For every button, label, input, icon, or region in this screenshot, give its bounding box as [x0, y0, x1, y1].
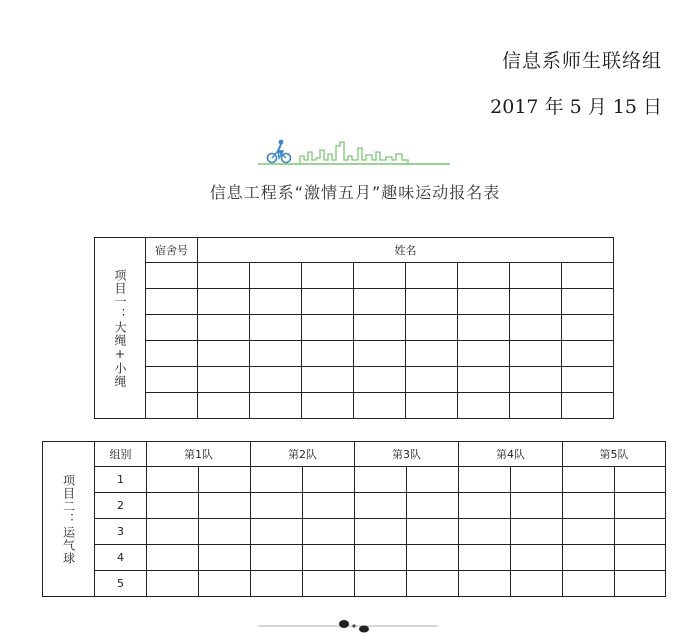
team-header: 第4队 — [459, 442, 563, 467]
table-row — [95, 341, 614, 367]
group-number: 1 — [95, 467, 147, 493]
project1-label-cell — [95, 238, 146, 419]
group-number: 3 — [95, 519, 147, 545]
table-row — [95, 289, 614, 315]
table-rope — [94, 237, 614, 419]
ink-splash-icon — [258, 616, 438, 636]
group-number: 5 — [95, 571, 147, 597]
table-row — [43, 571, 666, 597]
team-header: 第3队 — [355, 442, 459, 467]
team-header: 第2队 — [251, 442, 355, 467]
team-header: 第1队 — [147, 442, 251, 467]
table-row — [95, 367, 614, 393]
table-row — [43, 545, 666, 571]
form-title: 信息工程系“激情五月”趣味运动报名表 — [209, 183, 501, 202]
table-row — [43, 519, 666, 545]
organizer: 信息系师生联络组 — [501, 50, 662, 72]
table-row — [95, 263, 614, 289]
group-number: 4 — [95, 545, 147, 571]
document-date: 2017 年 5 月 15 日 — [490, 96, 662, 118]
table-balloon — [42, 441, 666, 597]
dorm-header: 宿舍号 — [146, 238, 198, 263]
names-header: 姓名 — [198, 238, 614, 263]
project1-label: 项目一：大绳+小绳 — [113, 268, 127, 388]
group-number: 2 — [95, 493, 147, 519]
group-header: 组别 — [95, 442, 147, 467]
table-row — [43, 493, 666, 519]
cyclist-skyline-icon — [256, 138, 452, 168]
team-header: 第5队 — [563, 442, 666, 467]
table-row — [43, 467, 666, 493]
table-row — [95, 393, 614, 419]
project2-label-cell — [43, 442, 95, 597]
project2-label: 项目二：运气球 — [61, 473, 76, 565]
table-row — [95, 315, 614, 341]
